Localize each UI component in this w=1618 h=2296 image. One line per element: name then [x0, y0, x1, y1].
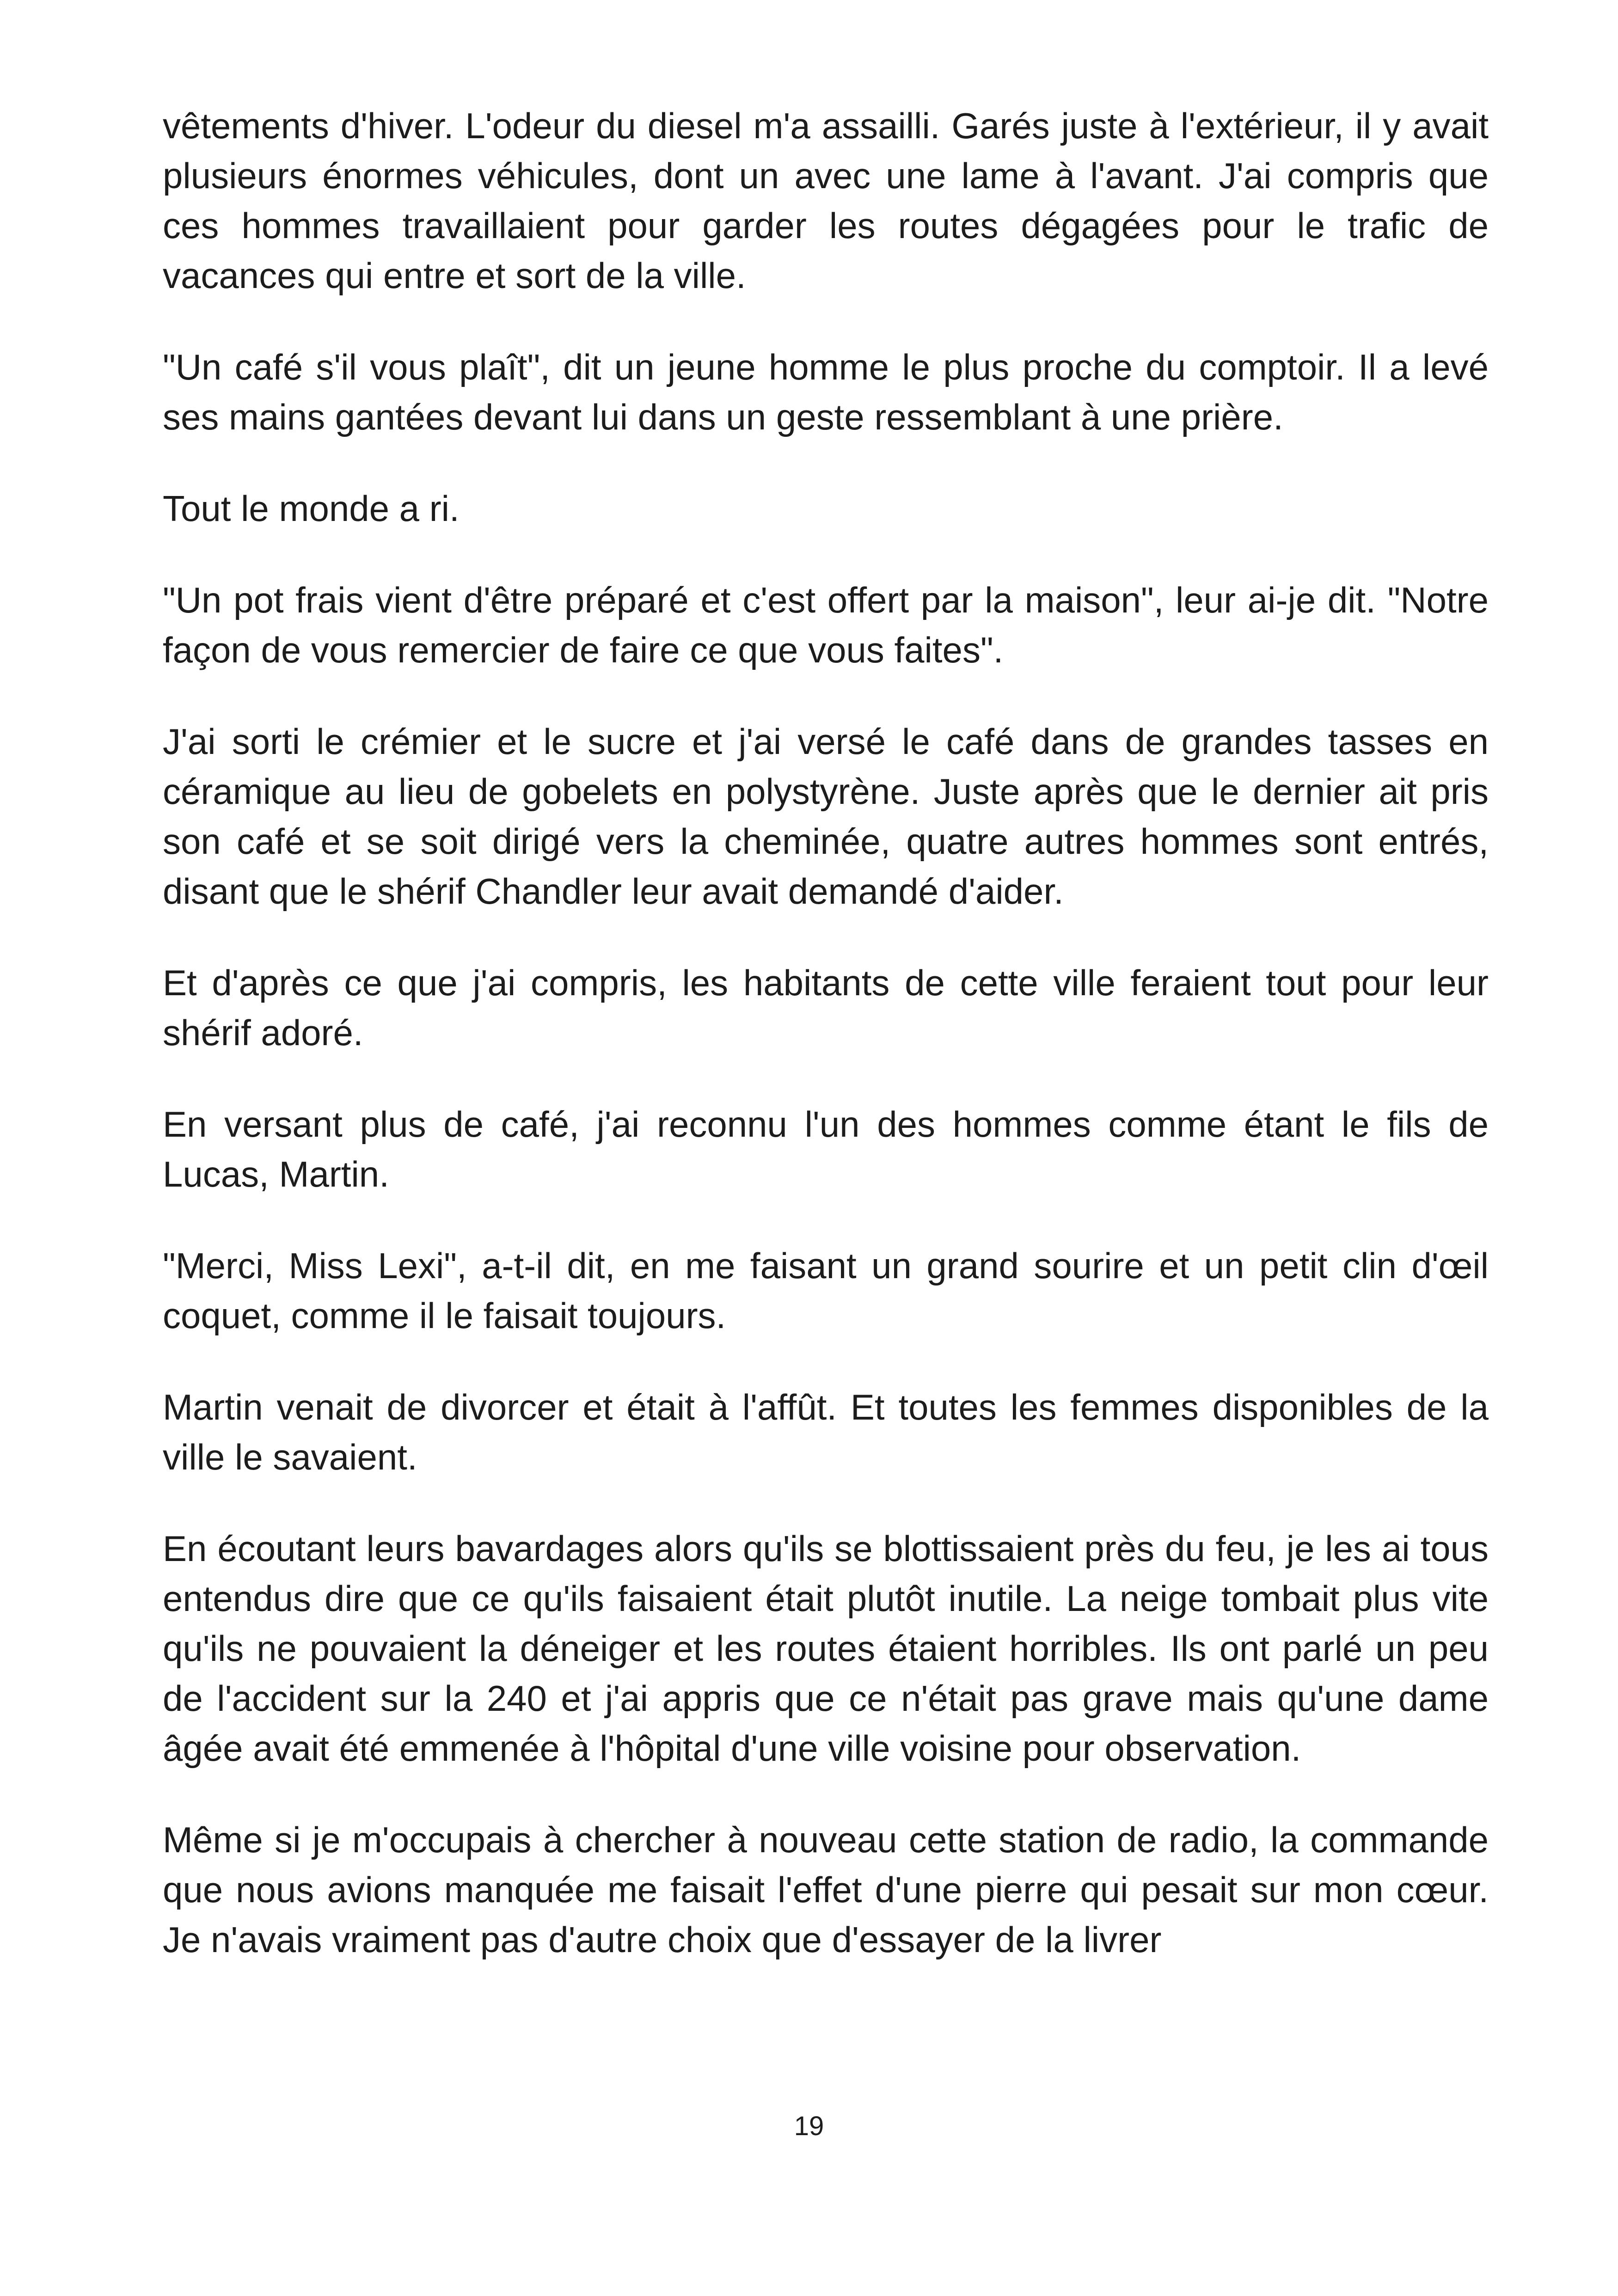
paragraph: J'ai sorti le crémier et le sucre et j'ai versé le café dans de grandes tasses en céramique au lieu de gobelets en polystyrène. Juste après que le dernier ait pris son café et se soit dirigé vers la cheminée, quatre autres hommes sont entrés, disant que le shérif Chandler leur avait demandé d'aider.	[163, 721, 1489, 912]
paragraph: Même si je m'occupais à chercher à nouveau cette station de radio, la commande que nous avions manquée me faisait l'effet d'une pierre qui pesait sur mon cœur. Je n'avais vraiment pas d'autre choix que d'essayer de la livrer	[163, 1819, 1489, 1960]
paragraph: "Un pot frais vient d'être préparé et c'est offert par la maison", leur ai-je dit. "Notre façon de vous remercier de faire ce que vous faites".	[163, 580, 1489, 670]
paragraph: "Merci, Miss Lexi", a-t-il dit, en me faisant un grand sourire et un petit clin d'œil coquet, comme il le faisait toujours.	[163, 1245, 1489, 1336]
paragraph: "Un café s'il vous plaît", dit un jeune homme le plus proche du comptoir. Il a levé ses mains gantées devant lui dans un geste ressemblant à une prière.	[163, 347, 1489, 437]
paragraph: En écoutant leurs bavardages alors qu'ils se blottissaient près du feu, je les ai tous entendus dire que ce qu'ils faisaient était plutôt inutile. La neige tombait plus vite qu'ils ne pouvaient la déneiger et les routes étaient horribles. Ils ont parlé un peu de l'accident sur la 240 et j'ai appris que ce n'était pas grave mais qu'une dame âgée avait été emmenée à l'hôpital d'une ville voisine pour observation.	[163, 1528, 1489, 1769]
paragraph: Et d'après ce que j'ai compris, les habitants de cette ville feraient tout pour leur shérif adoré.	[163, 962, 1489, 1053]
paragraph: Tout le monde a ri.	[163, 488, 460, 529]
page-number: 19	[794, 2111, 824, 2141]
paragraph: vêtements d'hiver. L'odeur du diesel m'a assailli. Garés juste à l'extérieur, il y avait plusieurs énormes véhicules, dont un avec une lame à l'avant. J'ai compris que ces hommes travaillaient pour garder les routes dégagées pour le trafic de vacances qui entre et sort de la ville.	[163, 105, 1489, 296]
paragraph: En versant plus de café, j'ai reconnu l'un des hommes comme étant le fils de Lucas, Martin.	[163, 1104, 1489, 1194]
paragraph: Martin venait de divorcer et était à l'affût. Et toutes les femmes disponibles de la ville le savaient.	[163, 1387, 1489, 1477]
body-text	[163, 101, 1489, 1965]
